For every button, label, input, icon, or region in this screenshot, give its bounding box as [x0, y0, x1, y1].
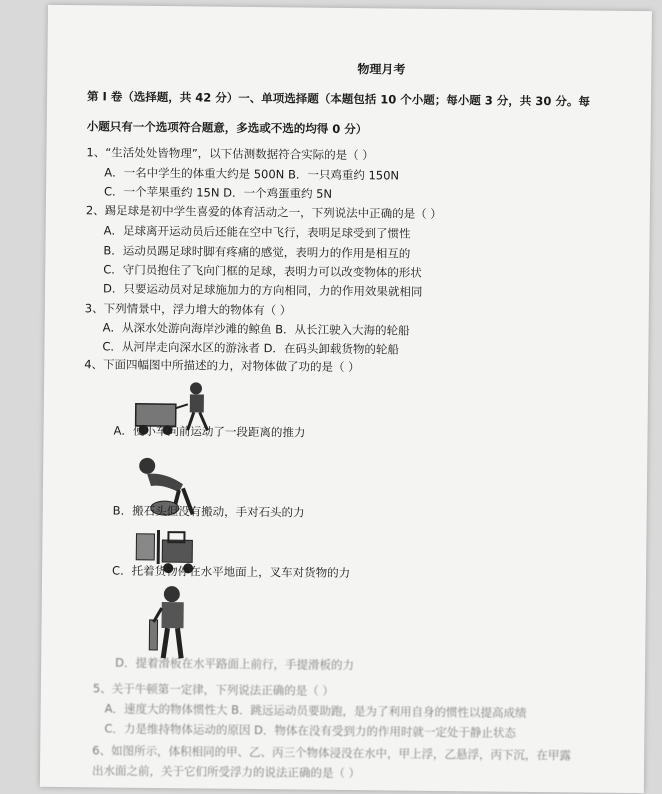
question-4-option-d: D．提着滑板在水平路面上前行，手提滑板的力 — [115, 656, 354, 673]
figure-d-carrying-skateboard-illustration — [145, 584, 206, 665]
question-2-option-a: A．足球离开运动员后还能在空中飞行，表明足球受到了惯性 — [104, 223, 411, 240]
question-2-stem: 2、踢足球是初中学生喜爱的体育活动之一，下列说法中正确的是（ ） — [86, 203, 442, 221]
question-3-stem: 3、下列情景中，浮力增大的物体有（ ） — [85, 301, 292, 317]
question-1-stem: 1、“生活处处皆物理”，以下估测数据符合实际的是（ ） — [86, 145, 374, 162]
question-5-stem: 5、关于牛顿第一定律，下列说法正确的是（ ） — [93, 681, 334, 698]
exam-page — [40, 5, 652, 793]
question-1-option-line-1: A．一名中学生的体重大约是 500N B．一只鸡重约 150N — [104, 165, 399, 182]
question-4-option-a: A．使小车向前运动了一段距离的推力 — [113, 424, 305, 440]
question-4-option-c: C．托着货物停在水平地面上，叉车对货物的力 — [112, 564, 350, 580]
section-header-line-2: 小题只有一个选项符合题意，多选或不选的均得 0 分） — [87, 119, 368, 136]
question-2-option-d: D．只要运动员对足球施加力的方向相同，力的作用效果就相同 — [103, 281, 422, 298]
question-2-option-b: B．运动员踢足球时脚有疼痛的感觉，表明力的作用是相互的 — [103, 243, 410, 260]
question-6-stem-continued: 出水面之前，关于它们所受浮力的说法正确的是（ ） — [92, 763, 360, 780]
question-1-option-line-2: C．一个苹果重约 15N D．一个鸡蛋重约 5N — [104, 184, 332, 200]
question-3-option-line-2: C．从河岸走向深水区的游泳者 D．在码头卸载货物的轮船 — [102, 339, 399, 356]
question-4-option-b: B．搬石头但没有搬动，手对石头的力 — [113, 504, 305, 520]
question-4-stem: 4、下面四幅图中所描述的力，对物体做了功的是（ ） — [84, 357, 360, 374]
question-6-stem: 6、如图所示，体积相同的甲、乙、丙三个物体浸没在水中，甲上浮，乙悬浮，丙下沉，在甲露 — [92, 743, 571, 762]
question-3-option-line-1: A．从深水处游向海岸沙滩的鲸鱼 B．从长江驶入大海的轮船 — [103, 320, 410, 337]
question-5-option-line-2: C．力是维持物体运动的原因 D．物体在没有受到力的作用时就一定处于静止状态 — [104, 721, 516, 739]
page-title: 物理月考 — [357, 62, 405, 77]
section-header-line-1: 第 I 卷（选择题，共 42 分）一、单项选择题（本题包括 10 个小题；每小题 3 分，共 30 分。每 — [87, 89, 590, 108]
question-2-option-c: C．守门员抱住了飞向门框的足球，表明力可以改变物体的形状 — [103, 262, 422, 279]
question-5-option-line-1: A．速度大的物体惯性大 B．跳远运动员要助跑，是为了利用自身的惯性以提高成绩 — [105, 701, 527, 719]
